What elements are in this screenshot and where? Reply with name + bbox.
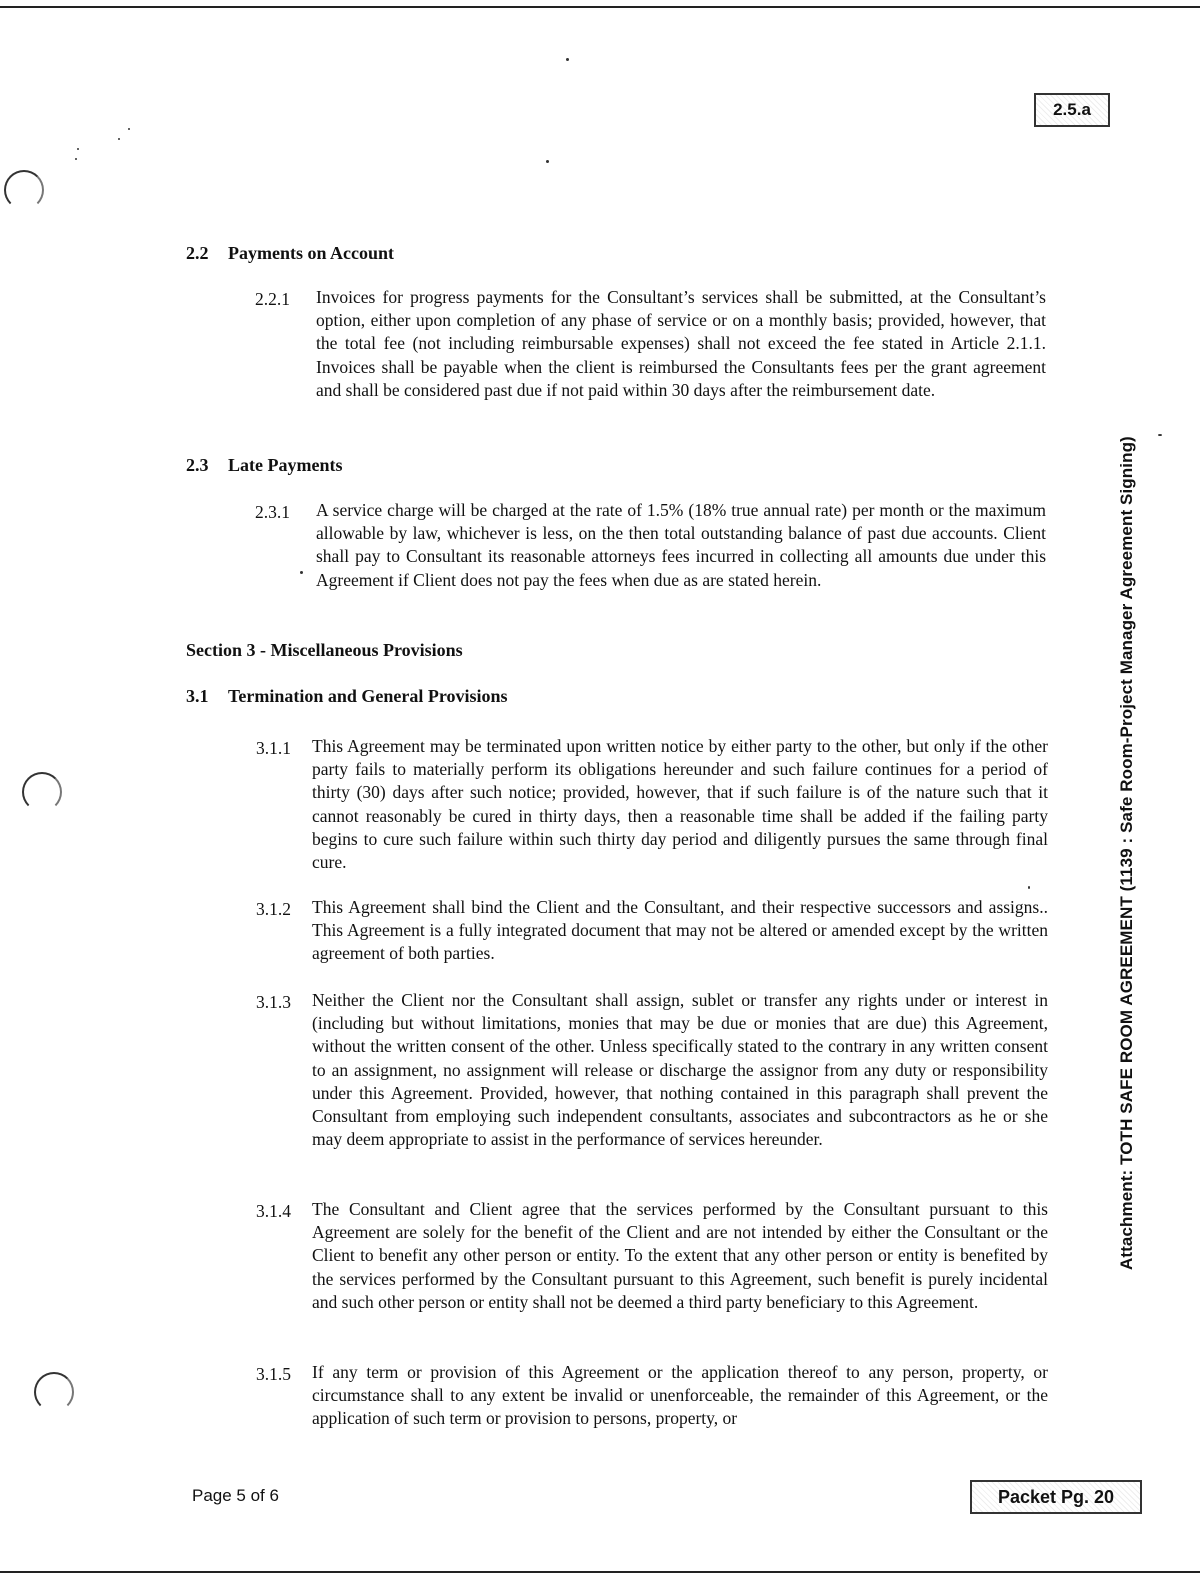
paragraph-3-1-5: If any term or provision of this Agreement or the application thereof to any person, property, or circumstance shall to any extent be invalid or unenforceable, the remainder of this Agreement, or the application of such term or provision to persons, property, or xyxy=(312,1362,1048,1429)
paragraph-number-3-1-2: 3.1.2 xyxy=(256,899,291,919)
item-number-stamp: 2.5.a xyxy=(1034,93,1110,127)
paragraph-number-2-3-1: 2.3.1 xyxy=(255,502,290,522)
attachment-side-label: Attachment: TOTH SAFE ROOM AGREEMENT (1139 : Safe Room-Project Manager Agreement Signing) xyxy=(1117,436,1136,1270)
paragraph-3-1-1: This Agreement may be terminated upon written notice by either party to the other, but only if the other party fails to materially perform its obligations hereunder and such failure continues for a period of thirty (30) days after such notice; provided, however, that if such failure is of the nature such that it cannot reasonably be cured in thirty days, then a reasonable time shall be added if the failing party begins to cure such failure within such thirty day period and diligently pursues the same through final cure. xyxy=(312,736,1048,873)
heading-title: Payments on Account xyxy=(228,243,394,263)
heading-title: Late Payments xyxy=(228,455,343,475)
heading-number: 2.2 xyxy=(186,243,209,263)
heading-2-3 xyxy=(186,455,342,476)
paragraph-2-3-1: A service charge will be charged at the rate of 1.5% (18% true annual rate) per month or the maximum allowable by law, whichever is less, on the then total outstanding balance of past due accounts. Client shall pay to Consultant its reasonable attorneys fees incurred in collecting all amounts due under this Agreement if Client does not pay the fees when due as are stated herein. xyxy=(316,500,1046,590)
heading-title: Termination and General Provisions xyxy=(228,686,508,706)
paragraph-2-2-1: Invoices for progress payments for the Consultant’s services shall be submitted, at the Consultant’s option, either upon completion of any phase of service or on a monthly basis; provided, however, that the total fee (not including reimbursable expenses) shall not exceed the fee stated in Article 2.1.1. Invoices shall be payable when the client is reimbursed the Consultants fees per the grant agreement and shall be considered past due if not paid within 30 days after the reimbursement date. xyxy=(316,287,1046,400)
paragraph-number-3-1-3: 3.1.3 xyxy=(256,992,291,1012)
paragraph-3-1-4: The Consultant and Client agree that the services performed by the Consultant pursuant to this Agreement are solely for the benefit of the Client and are not intended by either the Consultant or the Client to benefit any other person or entity. To the extent that any other person or entity is benefited by the services performed by the Consultant pursuant to this Agreement, such benefit is purely incidental and such other person or entity shall not be deemed a third party beneficiary to this Agreement. xyxy=(312,1199,1048,1312)
heading-number: 2.3 xyxy=(186,455,209,475)
paragraph-3-1-3: Neither the Client nor the Consultant shall assign, sublet or transfer any rights under or interest in (including but without limitations, monies that may be due or monies that are due) this Agreement, without the written consent of the other. Unless specifically stated to the contrary in any written consent to an assignment, no assignment will release or discharge the assignor from any duty or responsibility under this Agreement. Provided, however, that nothing contained in this paragraph shall prevent the Consultant from employing such independent consultants, associates and subcontractors as he or she may deem appropriate to assist in the performance of services hereunder. xyxy=(312,990,1048,1150)
paragraph-3-1-2: This Agreement shall bind the Client and the Consultant, and their respective successors and assigns.. This Agreement is a fully integrated document that may not be altered or amended except by the written agreement of both parties. xyxy=(312,897,1048,964)
packet-page-stamp: Packet Pg. 20 xyxy=(970,1480,1142,1514)
paragraph-number-3-1-1: 3.1.1 xyxy=(256,738,291,758)
paragraph-number-3-1-4: 3.1.4 xyxy=(256,1201,291,1221)
heading-number: 3.1 xyxy=(186,686,209,706)
paragraph-number-3-1-5: 3.1.5 xyxy=(256,1364,291,1384)
page-number: Page 5 of 6 xyxy=(192,1486,279,1505)
paragraph-number-2-2-1: 2.2.1 xyxy=(255,289,290,309)
heading-2-2 xyxy=(186,243,394,264)
heading-3-1 xyxy=(186,686,508,707)
section-3-title: Section 3 - Miscellaneous Provisions xyxy=(186,640,463,660)
